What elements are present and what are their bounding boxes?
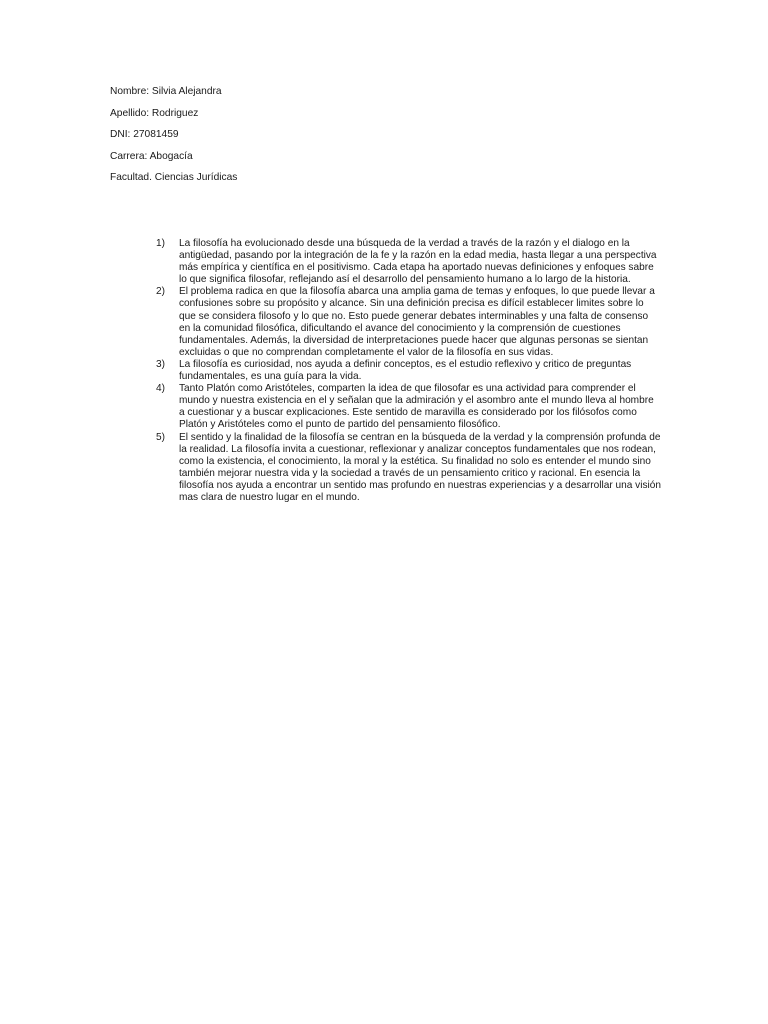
student-career: Carrera: Abogacía bbox=[110, 150, 193, 162]
list-item-number: 3) bbox=[156, 358, 165, 370]
list-item-text: Tanto Platón como Aristóteles, comparten la idea de que filosofar es una actividad para comprender el mundo y nuestra existencia en el y señalan que la admiración y el asombro ante el mundo lleva al hombre a cuestionar y a buscar explicaciones. Este sentido de maravilla es considerado por los filósofos como Platón y Aristóteles como el punto de partido del pensamiento filosófico. bbox=[179, 383, 654, 431]
list-item bbox=[152, 432, 662, 505]
list-item bbox=[152, 238, 662, 286]
list-item-text: La filosofía ha evolucionado desde una búsqueda de la verdad a través de la razón y el dialogo en la antigüedad, pasando por la integración de la fe y la razón en la edad media, hasta llegar a una perspectiva más empírica y científica en el positivismo. Cada etapa ha aportado nuevas definiciones y enfoques sabre lo que significa filosofar, reflejando así el desarrollo del pensamiento humano a lo largo de la historia. bbox=[179, 238, 657, 286]
list-item-text: El problema radica en que la filosofía abarca una amplia gama de temas y enfoques, lo que puede llevar a confusiones sobre su propósito y alcance. Sin una definición precisa es difícil establecer limites sobre lo que se considera filosofo y lo que no. Esto puede generar debates interminables y una falta de consenso en la comunidad filosófica, dificultando el avance del conocimiento y la comprensión de cuestiones fundamentales. Además, la diversidad de interpretaciones puede hacer que algunas personas se sientan excluidas o que no comprendan completamente el valor de la filosofía en sus vidas. bbox=[179, 286, 655, 358]
list-item-number: 1) bbox=[156, 238, 165, 249]
list-item bbox=[152, 359, 662, 383]
list-item-number: 5) bbox=[156, 431, 165, 443]
student-dni: DNI: 27081459 bbox=[110, 129, 179, 140]
list-item bbox=[152, 286, 662, 359]
student-last-name: Apellido: Rodriguez bbox=[110, 107, 199, 119]
list-item-number: 2) bbox=[156, 286, 165, 298]
student-faculty: Facultad. Ciencias Jurídicas bbox=[110, 172, 238, 183]
answer-list bbox=[152, 238, 662, 504]
list-item-number: 4) bbox=[156, 383, 165, 395]
list-item-text: El sentido y la finalidad de la filosofía se centran en la búsqueda de la verdad y la comprensión profunda de la realidad. La filosofía invita a cuestionar, reflexionar y analizar conceptos fundamentales que nos rodean, como la existencia, el conocimiento, la moral y la estética. Su finalidad no solo es entender el mundo sino también mejorar nuestra vida y la sociedad a través de un pensamiento critico y racional. En esencia la filosofía nos ayuda a encontrar un sentido mas profundo en nuestras experiencias y a desarrollar una visión mas clara de nuestro lugar en el mundo. bbox=[179, 431, 661, 503]
student-first-name: Nombre: Silvia Alejandra bbox=[110, 86, 222, 97]
list-item-text: La filosofía es curiosidad, nos ayuda a definir conceptos, es el estudio reflexivo y critico de preguntas fundamentales, es una guía para la vida. bbox=[179, 358, 632, 383]
list-item bbox=[152, 383, 662, 431]
student-info bbox=[110, 86, 670, 194]
